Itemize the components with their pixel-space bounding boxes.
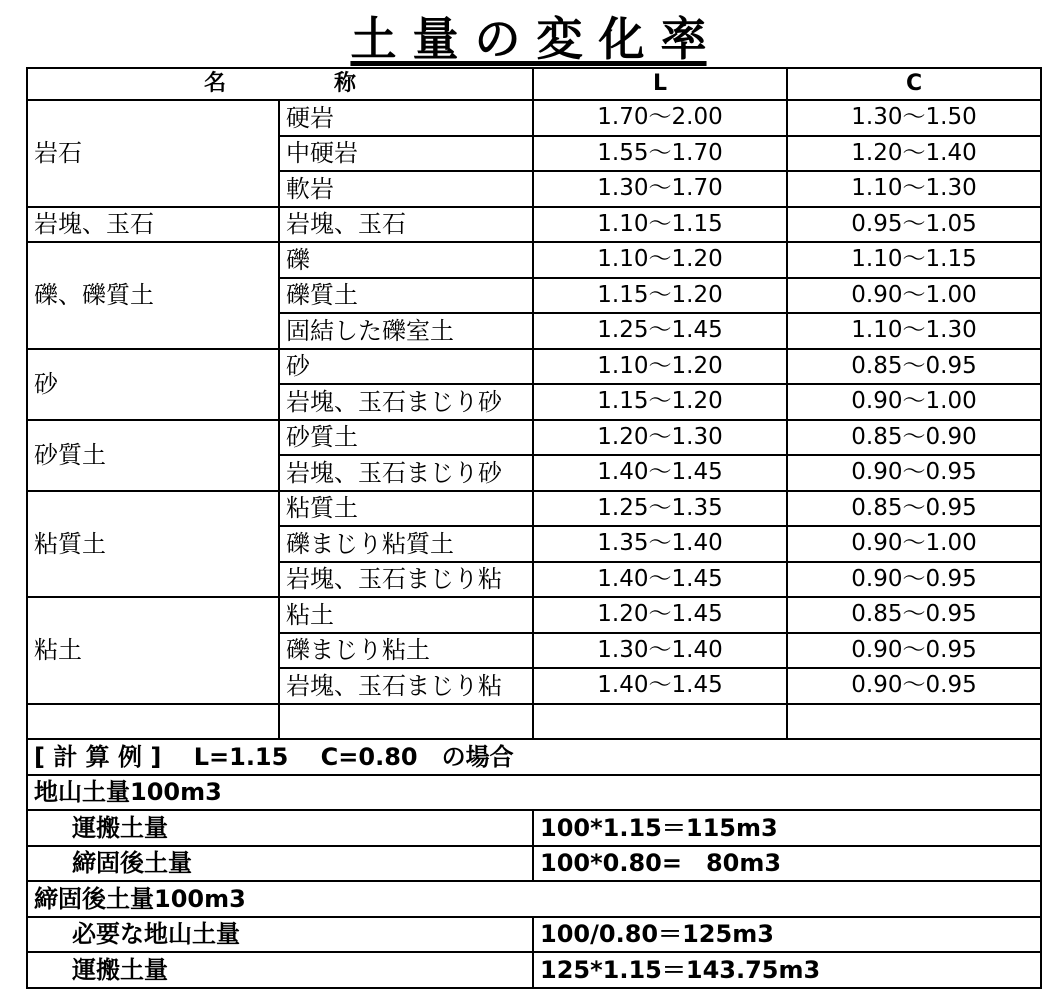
calc-row xyxy=(27,917,1041,953)
soil-change-rate-table xyxy=(26,67,1042,989)
c-value: 0.85〜0.95 xyxy=(787,491,1041,527)
sub-name: 岩塊、玉石まじり粘 xyxy=(279,668,533,704)
calc-section-row xyxy=(27,775,1041,811)
header-name xyxy=(27,68,533,100)
calc-formula: 100/0.80＝125m3 xyxy=(533,917,1041,953)
calc-heading-row xyxy=(27,739,1041,775)
sub-name: 礫 xyxy=(279,242,533,278)
l-value: 1.15〜1.20 xyxy=(533,384,787,420)
l-value: 1.10〜1.20 xyxy=(533,349,787,385)
header-c: C xyxy=(787,68,1041,100)
group-name: 粘土 xyxy=(27,597,279,704)
c-value: 1.10〜1.30 xyxy=(787,313,1041,349)
calc-row xyxy=(27,952,1041,988)
l-value: 1.30〜1.70 xyxy=(533,171,787,207)
table-row xyxy=(27,242,1041,278)
c-value: 1.30〜1.50 xyxy=(787,100,1041,136)
sub-name: 礫まじり粘土 xyxy=(279,633,533,669)
empty-cell xyxy=(27,704,279,740)
c-value: 0.90〜1.00 xyxy=(787,384,1041,420)
calc-label: 運搬土量 xyxy=(27,810,533,846)
table-row xyxy=(27,349,1041,385)
calc-label: 締固後土量 xyxy=(27,846,533,882)
c-value: 0.90〜0.95 xyxy=(787,633,1041,669)
group-name: 砂質土 xyxy=(27,420,279,491)
table-row xyxy=(27,207,1041,243)
header-l: L xyxy=(533,68,787,100)
c-value: 0.85〜0.95 xyxy=(787,597,1041,633)
sub-name: 岩塊、玉石まじり砂 xyxy=(279,455,533,491)
empty-row xyxy=(27,704,1041,740)
sub-name: 砂質土 xyxy=(279,420,533,456)
group-name: 岩石 xyxy=(27,100,279,207)
sub-name: 砂 xyxy=(279,349,533,385)
l-value: 1.25〜1.35 xyxy=(533,491,787,527)
header-row xyxy=(27,68,1041,100)
c-value: 1.10〜1.15 xyxy=(787,242,1041,278)
sub-name: 粘土 xyxy=(279,597,533,633)
l-value: 1.40〜1.45 xyxy=(533,562,787,598)
calc-label: 運搬土量 xyxy=(27,952,533,988)
l-value: 1.40〜1.45 xyxy=(533,455,787,491)
l-value: 1.25〜1.45 xyxy=(533,313,787,349)
sub-name: 岩塊、玉石まじり粘 xyxy=(279,562,533,598)
c-value: 0.85〜0.95 xyxy=(787,349,1041,385)
c-value: 1.20〜1.40 xyxy=(787,136,1041,172)
calc-formula: 125*1.15＝143.75m3 xyxy=(533,952,1041,988)
sub-name: 軟岩 xyxy=(279,171,533,207)
sub-name: 礫まじり粘質土 xyxy=(279,526,533,562)
l-value: 1.15〜1.20 xyxy=(533,278,787,314)
c-value: 0.90〜0.95 xyxy=(787,562,1041,598)
group-name: 岩塊、玉石 xyxy=(27,207,279,243)
calc-section-row xyxy=(27,881,1041,917)
table-row xyxy=(27,100,1041,136)
empty-cell xyxy=(279,704,533,740)
sub-name: 硬岩 xyxy=(279,100,533,136)
l-value: 1.70〜2.00 xyxy=(533,100,787,136)
sub-name: 岩塊、玉石 xyxy=(279,207,533,243)
l-value: 1.20〜1.30 xyxy=(533,420,787,456)
empty-cell xyxy=(787,704,1041,740)
c-value: 0.95〜1.05 xyxy=(787,207,1041,243)
header-name-a: 名 xyxy=(204,71,227,96)
sub-name: 粘質土 xyxy=(279,491,533,527)
l-value: 1.10〜1.15 xyxy=(533,207,787,243)
sub-name: 中硬岩 xyxy=(279,136,533,172)
calc-formula: 100*1.15＝115m3 xyxy=(533,810,1041,846)
sub-name: 礫質土 xyxy=(279,278,533,314)
calc-section-title: 締固後土量100m3 xyxy=(27,881,1041,917)
group-name: 礫、礫質土 xyxy=(27,242,279,349)
l-value: 1.40〜1.45 xyxy=(533,668,787,704)
calc-row xyxy=(27,846,1041,882)
l-value: 1.35〜1.40 xyxy=(533,526,787,562)
c-value: 0.85〜0.90 xyxy=(787,420,1041,456)
table-row xyxy=(27,597,1041,633)
c-value: 1.10〜1.30 xyxy=(787,171,1041,207)
sub-name: 岩塊、玉石まじり砂 xyxy=(279,384,533,420)
calc-section-title: 地山土量100m3 xyxy=(27,775,1041,811)
table-row xyxy=(27,491,1041,527)
l-value: 1.55〜1.70 xyxy=(533,136,787,172)
l-value: 1.30〜1.40 xyxy=(533,633,787,669)
calc-label: 必要な地山土量 xyxy=(27,917,533,953)
empty-cell xyxy=(533,704,787,740)
c-value: 0.90〜0.95 xyxy=(787,455,1041,491)
l-value: 1.20〜1.45 xyxy=(533,597,787,633)
c-value: 0.90〜1.00 xyxy=(787,278,1041,314)
page-title: 土 量 の 変 化 率 xyxy=(350,12,707,66)
table-row xyxy=(27,420,1041,456)
sub-name: 固結した礫室土 xyxy=(279,313,533,349)
c-value: 0.90〜0.95 xyxy=(787,668,1041,704)
calc-formula: 100*0.80= 80m3 xyxy=(533,846,1041,882)
c-value: 0.90〜1.00 xyxy=(787,526,1041,562)
group-name: 砂 xyxy=(27,349,279,420)
table-body xyxy=(27,68,1041,988)
group-name: 粘質土 xyxy=(27,491,279,598)
l-value: 1.10〜1.20 xyxy=(533,242,787,278)
calc-heading: [ 計 算 例 ] L=1.15 C=0.80 の場合 xyxy=(27,739,1041,775)
calc-row xyxy=(27,810,1041,846)
header-name-b: 称 xyxy=(334,71,357,96)
